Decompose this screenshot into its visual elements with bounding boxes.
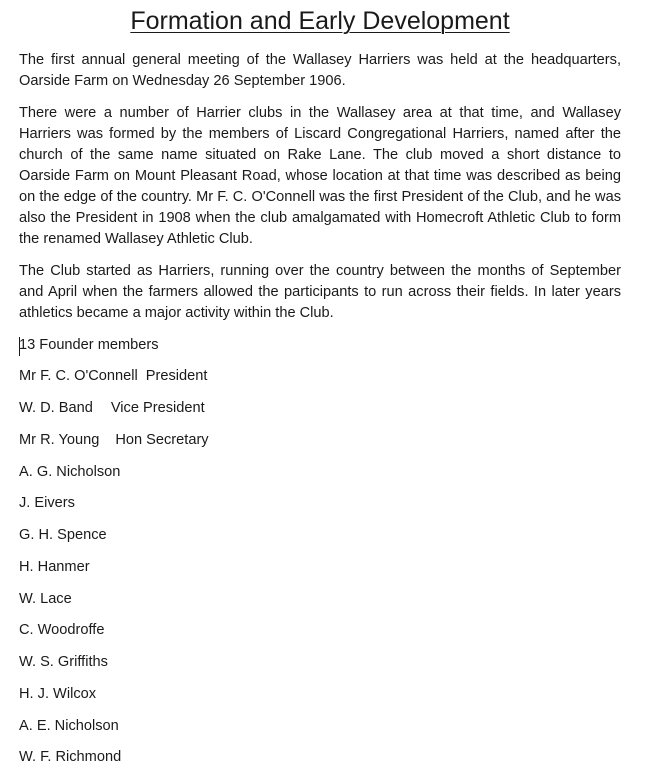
page-title: Formation and Early Development (130, 7, 510, 35)
officer-role: President (145, 368, 208, 384)
member-name: W. Lace (19, 591, 72, 607)
officer-name: W. D. Band (19, 400, 93, 416)
member-name: J. Eivers (19, 495, 75, 511)
officer-line (19, 398, 205, 419)
officer-role: Vice President (110, 400, 205, 416)
officer-name: Mr F. C. O'Connell (19, 368, 138, 384)
officer-line (19, 430, 209, 451)
officer-line (19, 366, 207, 387)
member-name: A. G. Nicholson (19, 464, 121, 480)
member-name: A. E. Nicholson (19, 718, 119, 734)
member-name: H. J. Wilcox (19, 686, 97, 702)
member-name: H. Hanmer (19, 559, 90, 575)
founders-heading: 13 Founder members (19, 337, 159, 353)
member-name: G. H. Spence (19, 527, 107, 543)
paragraph-club-start: The Club started as Harriers, running over the country between the months of September and April when the farmers allowed the participants to run across their fields. In later years athletics became a major activity within the Club. (19, 263, 621, 321)
officer-name: Mr R. Young (19, 432, 100, 448)
paragraph-formation: There were a number of Harrier clubs in the Wallasey area at that time, and Wallasey Harriers was formed by the members of Liscard Congregational Harriers, named after the church of the same name situated on Rake Lane. The club moved a short distance to Oarside Farm on Mount Pleasant Road, whose location at that time was described as being on the edge of the country. Mr F. C. O'Connell was the first President of the Club, and he was also the President in 1908 when the club amalgamated with Homecroft Athletic Club to form the renamed Wallasey Athletic Club. (19, 105, 621, 247)
paragraph-meeting: The first annual general meeting of the Wallasey Harriers was held at the headquarters, Oarside Farm on Wednesday 26 September 1906. (19, 52, 621, 89)
member-name: W. F. Richmond (19, 749, 122, 765)
officer-role: Hon Secretary (115, 432, 209, 448)
member-name: W. S. Griffiths (19, 654, 108, 670)
member-name: C. Woodroffe (19, 622, 105, 638)
